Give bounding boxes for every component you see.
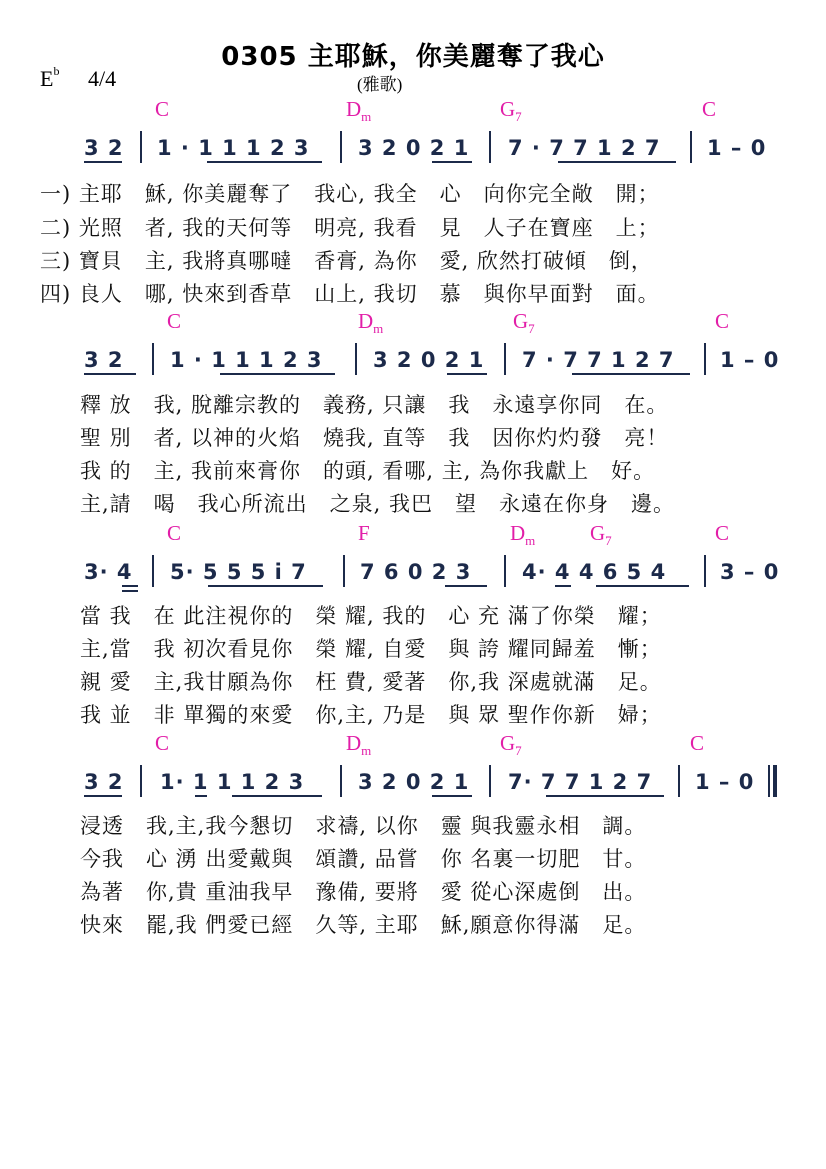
- chord-symbol: C: [155, 731, 170, 755]
- beam-underline: [84, 161, 122, 163]
- key-letter: E: [40, 66, 54, 91]
- lyric-line: 聖 別 者, 以神的火焰 燒我, 直等 我 因你灼灼發 亮！: [80, 426, 669, 450]
- notes-measure: 5· 5 5 5 i 7: [170, 560, 307, 584]
- beam-underline: [596, 585, 689, 587]
- beam-underline: [558, 161, 676, 163]
- barline: [504, 343, 506, 375]
- barline: [489, 131, 491, 163]
- notes-measure: 3 2 0 2 1: [358, 770, 470, 794]
- time-signature: 4/4: [88, 66, 117, 91]
- beam-underline: [208, 585, 323, 587]
- barline: [678, 765, 680, 797]
- barline: [140, 131, 142, 163]
- barline: [489, 765, 491, 797]
- barline: [690, 131, 692, 163]
- chord-symbol: $G_7$: [513, 309, 535, 337]
- lyric-line: 親 愛 主,我甘願為你 枉 費, 愛著 你,我 深處就滿 足。: [80, 670, 662, 694]
- chord-symbol: F: [358, 521, 370, 545]
- chord-symbol: $D_m$: [346, 97, 372, 125]
- beam-underline: [546, 795, 664, 797]
- notes-measure: 3 2: [84, 348, 124, 372]
- beam-underline: [232, 795, 322, 797]
- chord-symbol: C: [167, 521, 182, 545]
- beam-underline: [220, 373, 335, 375]
- barline: [704, 343, 706, 375]
- lyric-line: 四) 良人 哪, 快來到香草 山上, 我切 慕 與你早面對 面。: [40, 282, 660, 306]
- final-barline-thick: [773, 765, 777, 797]
- song-subtitle: (雅歌): [357, 75, 403, 94]
- notes-measure: 3 – 0: [720, 560, 780, 584]
- beam-underline: [432, 161, 472, 163]
- notes-measure: 1 – 0: [707, 136, 767, 160]
- chord-symbol: C: [715, 309, 730, 333]
- notes-measure: 1 · 1 1 1 2 3: [170, 348, 323, 372]
- notes-measure: 1 – 0: [720, 348, 780, 372]
- barline: [140, 765, 142, 797]
- beam-underline: [122, 585, 138, 587]
- notes-measure: 3 2 0 2 1: [358, 136, 470, 160]
- notes-measure: 3 2: [84, 770, 124, 794]
- beam-underline: [555, 585, 571, 587]
- barline: [340, 131, 342, 163]
- notes-measure: 3· 4: [84, 560, 133, 584]
- lyric-line: 浸透 我,主,我今懇切 求禱, 以你 靈 與我靈永相 調。: [80, 814, 647, 838]
- barline: [504, 555, 506, 587]
- chord-symbol: C: [690, 731, 705, 755]
- beam-underline: [445, 585, 487, 587]
- chord-symbol: C: [702, 97, 717, 121]
- beam-underline: [195, 795, 207, 797]
- lyric-line: 一) 主耶 穌, 你美麗奪了 我心, 我全 心 向你完全敞 開；: [40, 182, 660, 206]
- notes-measure: 1· 1 1 1 2 3: [160, 770, 305, 794]
- chord-symbol: $G_7$: [500, 731, 522, 759]
- beam-underline: [84, 795, 122, 797]
- notes-measure: 7· 7 7 1 2 7: [508, 770, 653, 794]
- notes-measure: 4· 4 4 6 5 4: [522, 560, 667, 584]
- notes-measure: 3 2: [84, 136, 124, 160]
- song-title: 0305 主耶穌，你美麗奪了我心: [221, 42, 605, 72]
- lyric-line: 我 的 主, 我前來膏你 的頭, 看哪, 主, 為你我獻上 好。: [80, 459, 656, 483]
- beam-underline: [207, 161, 322, 163]
- final-barline-thin: [768, 765, 770, 797]
- lyric-line: 二) 光照 者, 我的天何等 明亮, 我看 見 人子在寶座 上；: [40, 216, 660, 240]
- notes-measure: 7 · 7 7 1 2 7: [508, 136, 661, 160]
- key-signature: [40, 66, 59, 92]
- lyric-line: 三) 寶貝 主, 我將真哪噠 香膏, 為你 愛, 欣然打破傾 倒，: [40, 249, 653, 273]
- beam-underline: [572, 373, 690, 375]
- barline: [355, 343, 357, 375]
- chord-symbol: C: [155, 97, 170, 121]
- chord-symbol: $G_7$: [500, 97, 522, 125]
- lyric-line: 快來 罷,我 們愛已經 久等, 主耶 穌,願意你得滿 足。: [80, 913, 647, 937]
- lyric-line: 今我 心 湧 出愛戴與 頌讚, 品嘗 你 名裏一切肥 甘。: [80, 847, 647, 871]
- beam-underline: [122, 590, 138, 592]
- chord-symbol: C: [715, 521, 730, 545]
- notes-measure: 7 · 7 7 1 2 7: [522, 348, 675, 372]
- barline: [704, 555, 706, 587]
- lyric-line: 釋 放 我, 脫離宗教的 義務, 只讓 我 永遠享你同 在。: [80, 393, 669, 417]
- barline: [152, 555, 154, 587]
- chord-symbol: $G_7$: [590, 521, 612, 549]
- chord-symbol: $D_m$: [510, 521, 536, 549]
- notes-measure: 1 · 1 1 1 2 3: [157, 136, 310, 160]
- chord-symbol: $D_m$: [358, 309, 384, 337]
- lyric-line: 當 我 在 此注視你的 榮 耀, 我的 心 充 滿了你榮 耀；: [80, 604, 662, 628]
- lyric-line: 主,請 喝 我心所流出 之泉, 我巴 望 永遠在你身 邊。: [80, 492, 676, 516]
- chord-symbol: C: [167, 309, 182, 333]
- beam-underline: [84, 373, 136, 375]
- barline: [343, 555, 345, 587]
- beam-underline: [432, 795, 472, 797]
- key-flat: b: [53, 64, 60, 78]
- notes-measure: 7 6 0 2 3: [360, 560, 472, 584]
- barline: [340, 765, 342, 797]
- notes-measure: 1 – 0: [695, 770, 755, 794]
- lyric-line: 我 並 非 單獨的來愛 你,主, 乃是 與 眾 聖作你新 婦；: [80, 703, 662, 727]
- barline: [152, 343, 154, 375]
- lyric-line: 為著 你,貴 重油我早 豫備, 要將 愛 從心深處倒 出。: [80, 880, 647, 904]
- chord-symbol: $D_m$: [346, 731, 372, 759]
- beam-underline: [447, 373, 487, 375]
- lyric-line: 主,當 我 初次看見你 榮 耀, 自愛 與 誇 耀同歸羞 慚；: [80, 637, 662, 661]
- notes-measure: 3 2 0 2 1: [373, 348, 485, 372]
